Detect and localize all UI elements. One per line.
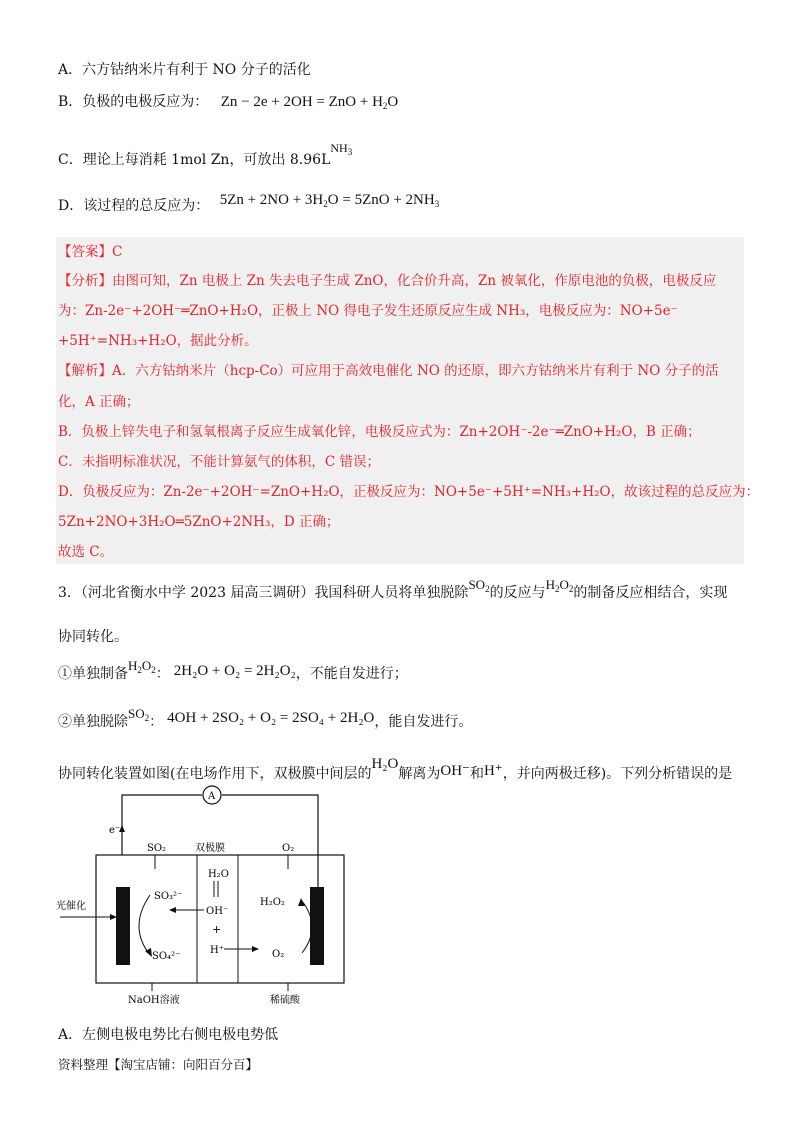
question-3-intro: 3．（河北省衡水中学 2023 届高三调研）我国科研人员将单独脱除$SO_2$的反应与$H_2O_2$的制备反应相结合，实现 bbox=[58, 577, 728, 601]
explanation-d-cont: 5Zn+2NO+3H₂O═5ZnO+2NH₃，D 正确； bbox=[58, 514, 340, 530]
svg-text:A: A bbox=[208, 791, 216, 802]
explanation-c: C．未指明标准状况，不能计算氨气的体积，C 错误； bbox=[58, 454, 380, 470]
svg-text:H₂O: H₂O bbox=[208, 869, 229, 880]
electrolysis-diagram bbox=[52, 777, 352, 1007]
analysis-line-1: 【分析】由图可知，Zn 电极上 Zn 失去电子生成 ZnO，化合价升高，Zn 被氧化，作原电池的负极，电极反应 bbox=[58, 273, 717, 289]
answer-label: 【答案】C bbox=[58, 244, 123, 260]
svg-text:O₂: O₂ bbox=[272, 949, 285, 960]
option-c: C．理论上每消耗 1mol Zn，可放出 $8.96LNH_3$ bbox=[58, 141, 353, 168]
option-d: D．该过程的总反应为： $5Zn + 2NO + 3H_2O = 5ZnO + 2NH_3$ bbox=[58, 192, 440, 214]
question-3-intro-line2: 协同转化。 bbox=[58, 629, 128, 645]
analysis-line-2: 为：Zn-2e⁻+2OH⁻═ZnO+H₂O，正极上 NO 得电子发生还原反应生成 NH₃，电极反应为：NO+5e⁻ bbox=[58, 303, 678, 319]
option-a: A．六方钴纳米片有利于 NO 分子的活化 bbox=[58, 62, 311, 78]
svg-text:H₂O₂: H₂O₂ bbox=[260, 897, 285, 908]
svg-text:H⁺: H⁺ bbox=[210, 945, 224, 956]
explanation-line-2: 化，A 正确； bbox=[58, 394, 140, 410]
svg-text:SO₂: SO₂ bbox=[147, 843, 167, 854]
device-description: 协同转化装置如图(在电场作用下，双极膜中间层的H₂O解离为OH⁻和H⁺，并向两极迁移)。下列分析错误的是 bbox=[58, 756, 733, 782]
svg-text:稀硫酸: 稀硫酸 bbox=[270, 995, 300, 1006]
svg-text:SO₄²⁻: SO₄²⁻ bbox=[152, 951, 181, 962]
explanation-b: B．负极上锌失电子和氢氧根离子反应生成氧化锌，电极反应式为：Zn+2OH⁻-2e⁻═ZnO+H₂O，B 正确； bbox=[58, 424, 701, 440]
svg-text:光催化: 光催化 bbox=[56, 901, 86, 912]
svg-text:NaOH溶液: NaOH溶液 bbox=[128, 995, 180, 1006]
item-2: ②单独脱除$SO_2$： 4OH + 2SO₂ + O₂ = 2SO₄ + 2H₂O，能自发进行。 bbox=[58, 706, 473, 730]
option-b: B．负极的电极反应为： Zn − 2e + 2OH = ZnO + $H_2O$ bbox=[58, 94, 399, 111]
item-1: ①单独制备$H_2O_2$： 2H₂O + O₂ = 2H₂O₂，不能自发进行； bbox=[58, 658, 408, 682]
final-choice: 故选 C。 bbox=[58, 544, 114, 560]
svg-text:+: + bbox=[212, 923, 222, 936]
svg-text:双极膜: 双极膜 bbox=[195, 843, 225, 854]
explanation-d: D．负极反应为：Zn-2e⁻+2OH⁻=ZnO+H₂O，正极反应为：NO+5e⁻+5H⁺=NH₃+H₂O，故该过程的总反应为： bbox=[58, 484, 760, 500]
left-electrode bbox=[116, 887, 130, 965]
option-3a: A．左侧电极电势比右侧电极电势低 bbox=[58, 1027, 279, 1043]
svg-text:OH⁻: OH⁻ bbox=[206, 906, 229, 917]
svg-text:O₂: O₂ bbox=[282, 843, 295, 854]
electron-label: e⁻ bbox=[109, 825, 121, 836]
footer: 资料整理【淘宝店铺：向阳百分百】 bbox=[58, 1057, 259, 1072]
svg-text:SO₃²⁻: SO₃²⁻ bbox=[154, 891, 183, 902]
analysis-line-3: +5H⁺=NH₃+H₂O，据此分析。 bbox=[58, 333, 258, 349]
explanation-line-1: 【解析】A．六方钴纳米片（hcp-Co）可应用于高效电催化 NO 的还原，即六方钴纳米片有利于 NO 分子的活 bbox=[58, 363, 719, 379]
